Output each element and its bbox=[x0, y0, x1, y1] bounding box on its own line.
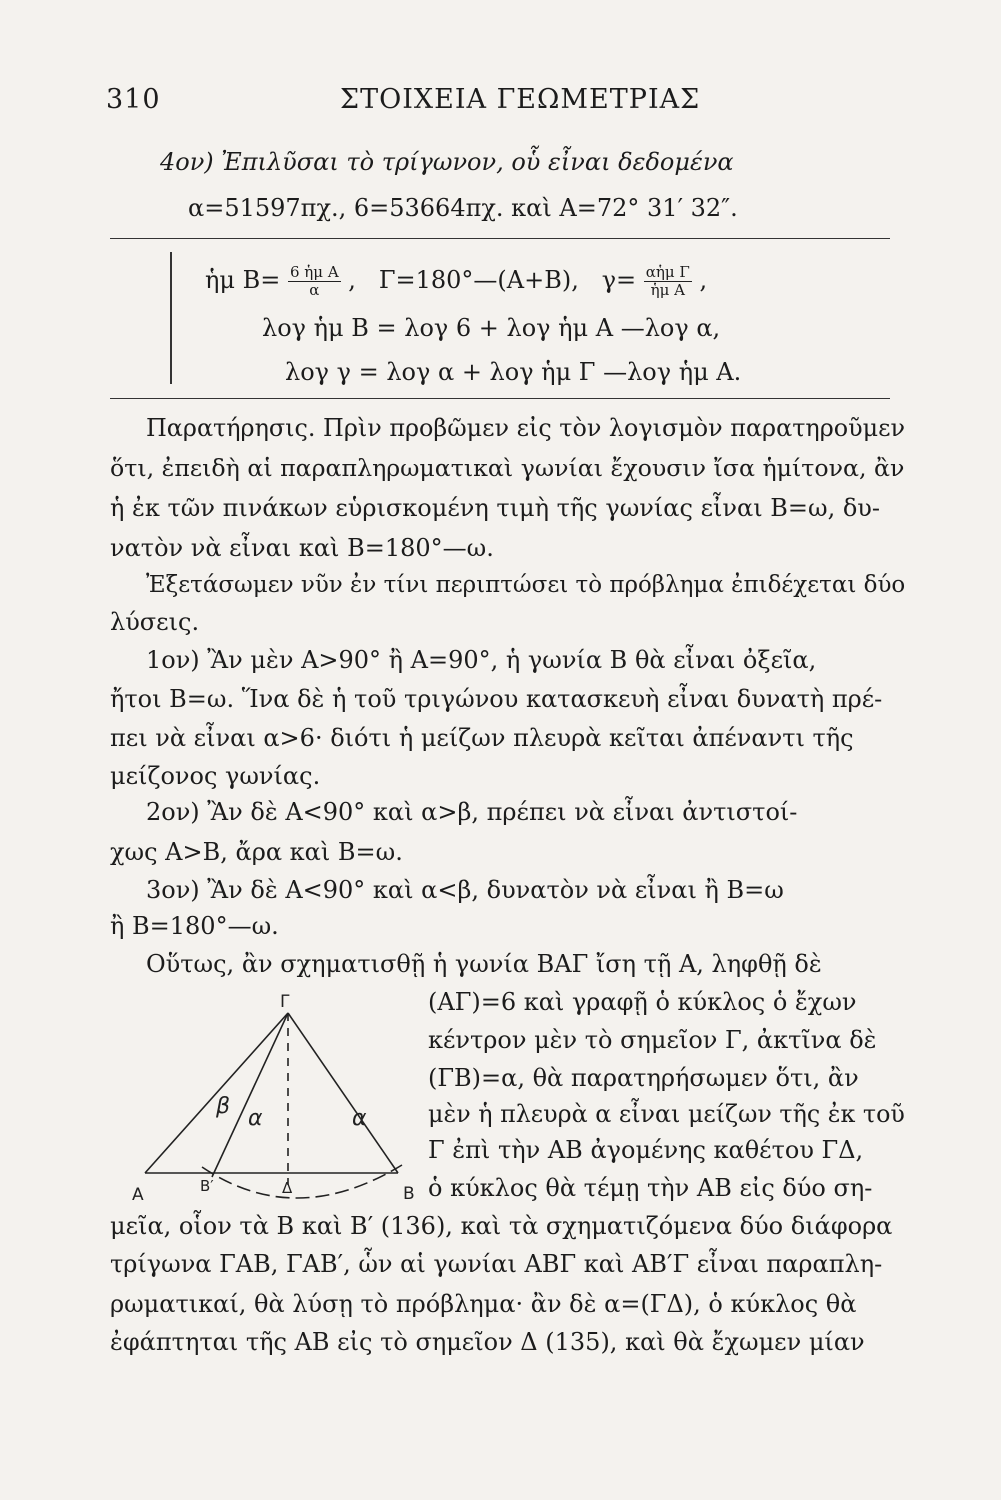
text-line: Παρατήρησις. Πρὶν προβῶμεν εἰς τὸν λογισμὸν παρατηροῦμεν bbox=[146, 414, 905, 442]
formula-top-rule bbox=[110, 238, 890, 239]
label-a: Α bbox=[132, 1185, 144, 1205]
fraction-gamma-numerator: αἡμ Γ bbox=[645, 263, 690, 281]
side-gb bbox=[288, 1013, 398, 1173]
formula-row-3: λογ γ = λογ α + λογ ἡμ Γ —λογ ἡμ Α. bbox=[285, 358, 742, 386]
text-line: Ἐξετάσωμεν νῦν ἐν τίνι περιπτώσει τὸ πρόβλημα ἐπιδέχεται δύο bbox=[146, 572, 906, 598]
formula-row-1 bbox=[205, 264, 707, 299]
text-line: 1ον) Ἂν μὲν Α>90° ἢ Α=90°, ἡ γωνία Β θὰ εἶναι ὀξεῖα, bbox=[146, 646, 817, 674]
fraction-gamma-denominator: ἡμ Α bbox=[650, 281, 685, 299]
text-line: μὲν ἡ πλευρὰ α εἶναι μείζων τῆς ἐκ τοῦ bbox=[428, 1100, 905, 1128]
text-line: χως Α>Β, ἄρα καὶ Β=ω. bbox=[110, 838, 403, 866]
text-line: ρωματικαί, θὰ λύσῃ τὸ πρόβλημα· ἂν δὲ α=(ΓΔ), ὁ κύκλος θὰ bbox=[110, 1290, 857, 1318]
text-line: ὁ κύκλος θὰ τέμῃ τὴν ΑΒ εἰς δύο ση- bbox=[428, 1174, 873, 1202]
text-line: (ΑΓ)=6 καὶ γραφῇ ὁ κύκλος ὁ ἔχων bbox=[428, 988, 857, 1016]
text-line: τρίγωνα ΓΑΒ, ΓΑΒ′, ὧν αἱ γωνίαι ΑΒΓ καὶ ΑΒ′Γ εἶναι παραπλη- bbox=[110, 1250, 883, 1278]
text-line: ἐφάπτηται τῆς ΑΒ εἰς τὸ σημεῖον Δ (135), καὶ θὰ ἔχωμεν μίαν bbox=[110, 1328, 865, 1356]
text-line: 2ον) Ἂν δὲ Α<90° καὶ α>β, πρέπει νὰ εἶναι ἀντιστοί- bbox=[146, 798, 798, 826]
text-line: πει νὰ εἶναι α>6· διότι ἡ μείζων πλευρὰ κεῖται ἀπέναντι τῆς bbox=[110, 724, 854, 752]
text-line: ἡ ἐκ τῶν πινάκων εὑρισκομένη τιμὴ τῆς γωνίας εἶναι Β=ω, δυ- bbox=[110, 494, 880, 522]
triangle-figure bbox=[120, 985, 420, 1215]
formula-row-1-a: ἡμ Β= bbox=[205, 266, 281, 294]
label-alpha-right: α bbox=[352, 1106, 367, 1131]
text-line: ἢ Β=180°—ω. bbox=[110, 912, 279, 940]
formula-bottom-rule bbox=[110, 398, 890, 399]
formula-bracket bbox=[170, 252, 172, 384]
label-b-prime: Β′ bbox=[200, 1177, 214, 1195]
label-alpha-left: α bbox=[248, 1106, 263, 1131]
text-line: Οὕτως, ἂν σχηματισθῇ ἡ γωνία ΒΑΓ ἴση τῇ Α, ληφθῇ δὲ bbox=[146, 950, 822, 978]
text-line: ὅτι, ἐπειδὴ αἱ παραπληρωματικαὶ γωνίαι ἔχουσιν ἴσα ἡμίτονα, ἂν bbox=[110, 454, 905, 482]
formula-row-2: λογ ἡμ Β = λογ 6 + λογ ἡμ Α —λογ α, bbox=[262, 314, 721, 342]
text-line: νατὸν νὰ εἶναι καὶ Β=180°—ω. bbox=[110, 534, 494, 562]
text-line: κέντρον μὲν τὸ σημεῖον Γ, ἀκτῖνα δὲ bbox=[428, 1026, 877, 1054]
fraction-sin-b-numerator: 6 ἡμ Α bbox=[290, 263, 339, 281]
text-line: μεῖα, οἷον τὰ Β καὶ Β′ (136), καὶ τὰ σχηματιζόμενα δύο διάφορα bbox=[110, 1212, 893, 1240]
label-b: Β bbox=[403, 1184, 415, 1204]
fraction-gamma bbox=[644, 264, 692, 299]
text-line: μείζονος γωνίας. bbox=[110, 762, 321, 790]
text-line: λύσεις. bbox=[110, 608, 200, 636]
fraction-sin-b-denominator: α bbox=[309, 281, 320, 299]
fraction-sin-b bbox=[288, 264, 341, 299]
page-title: ΣΤΟΙΧΕΙΑ ΓΕΩΜΕΤΡΙΑΣ bbox=[340, 84, 701, 115]
page-number: 310 bbox=[106, 84, 161, 115]
label-beta: β bbox=[216, 1094, 231, 1119]
formula-row-1-c: , bbox=[699, 266, 708, 294]
problem-line-1: 4ον) Ἐπιλῦσαι τὸ τρίγωνον, οὗ εἶναι δεδομένα bbox=[160, 148, 734, 176]
circle-arc bbox=[202, 1165, 402, 1198]
side-ag bbox=[145, 1013, 288, 1173]
formula-row-1-b: , Γ=180°—(Α+Β), γ= bbox=[348, 266, 637, 294]
problem-line-2: α=51597πχ., 6=53664πχ. καὶ Α=72° 31′ 32″. bbox=[188, 194, 738, 222]
text-line: Γ ἐπὶ τὴν ΑΒ ἀγομένης καθέτου ΓΔ, bbox=[428, 1136, 864, 1164]
text-line: 3ον) Ἂν δὲ Α<90° καὶ α<β, δυνατὸν νὰ εἶναι ἢ Β=ω bbox=[146, 876, 784, 904]
text-line: ἤτοι Β=ω. Ἵνα δὲ ἡ τοῦ τριγώνου κατασκευὴ εἶναι δυνατὴ πρέ- bbox=[110, 685, 883, 713]
text-line: (ΓΒ)=α, θὰ παρατηρήσωμεν ὅτι, ἂν bbox=[428, 1064, 859, 1092]
label-gamma: Γ bbox=[280, 992, 290, 1012]
label-delta: Δ bbox=[282, 1179, 293, 1197]
